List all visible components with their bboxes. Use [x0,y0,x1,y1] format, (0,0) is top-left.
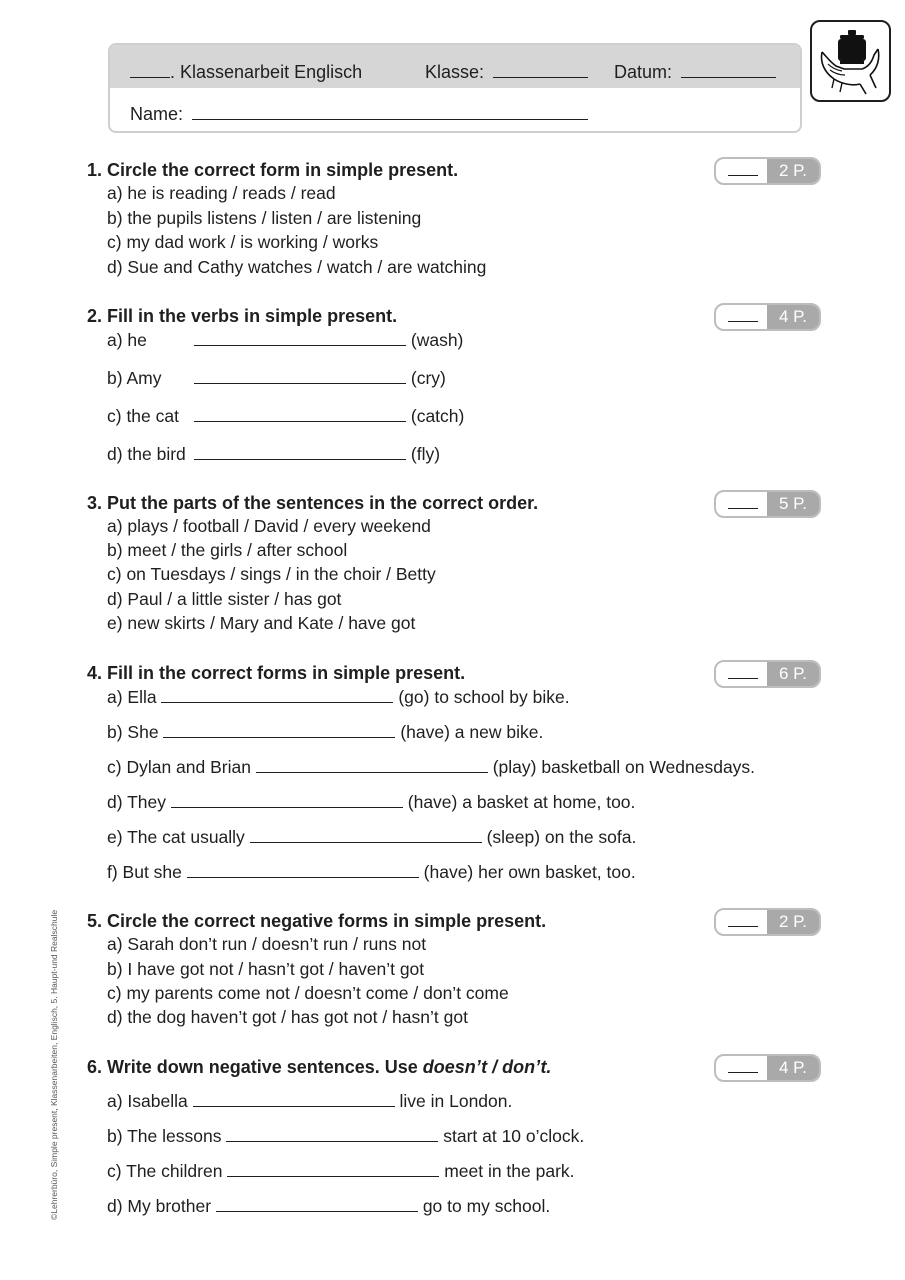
points-box-1 [714,157,821,185]
exercise-5-item[interactable]: d) the dog haven’t got / has got not / hasn’t got [107,1007,468,1027]
score-blank[interactable] [728,678,758,679]
exercise-2-item: c) the cat (catch) [107,406,465,426]
exercise-6-item: a) Isabella live in London. [107,1091,513,1111]
exercise-5-item[interactable]: c) my parents come not / doesn’t come / don’t come [107,983,509,1003]
points-value: 5 P. [767,492,819,516]
class-label: Klasse: [425,62,485,82]
answer-blank[interactable] [216,1195,418,1212]
exam-title: . Klassenarbeit Englisch [170,62,363,82]
score-blank[interactable] [728,508,758,509]
answer-blank[interactable] [163,721,395,738]
header-bar [110,45,800,88]
test-number-blank[interactable] [130,61,170,78]
class-field [425,61,588,83]
exercise-1-item[interactable]: d) Sue and Cathy watches / watch / are watching [107,257,487,277]
exercise-6 [87,1055,585,1216]
answer-blank[interactable] [194,405,406,422]
copyright-side-text: ©Lehrerbüro, Simple present, Klassenarbeiten, Englisch, 5. Haupt-und Realschule [49,909,59,1220]
exercise-4-item: d) They (have) a basket at home, too. [107,792,636,812]
exercise-2-item: a) he (wash) [107,330,464,350]
score-blank[interactable] [728,926,758,927]
answer-blank[interactable] [187,861,419,878]
answer-blank[interactable] [194,367,406,384]
answer-blank[interactable] [250,826,482,843]
exercise-1 [87,158,487,277]
exercise-6-item: d) My brother go to my school. [107,1196,551,1216]
exercise-2-item: d) the bird (fly) [107,444,441,464]
date-blank[interactable] [681,61,776,78]
exercise-3-title: 3. Put the parts of the sentences in the correct order. [87,493,539,513]
exercise-5-title: 5. Circle the correct negative forms in simple present. [87,911,547,931]
exercise-4-item: f) But she (have) her own basket, too. [107,862,636,882]
exercise-5-item[interactable]: b) I have got not / hasn’t got / haven’t got [107,959,425,979]
points-value: 4 P. [767,1056,819,1080]
date-label: Datum: [614,62,673,82]
exercise-3-item: d) Paul / a little sister / has got [107,589,342,609]
points-value: 2 P. [767,910,819,934]
answer-blank[interactable] [193,1090,395,1107]
header-box [108,43,802,133]
answer-blank[interactable] [161,686,393,703]
exercise-1-title: 1. Circle the correct form in simple present. [87,160,459,180]
points-value: 2 P. [767,159,819,183]
exercise-5 [87,909,547,1027]
exercise-2-title: 2. Fill in the verbs in simple present. [87,306,398,326]
exercise-4-item: a) Ella (go) to school by bike. [107,687,570,707]
answer-blank[interactable] [194,329,406,346]
answer-blank[interactable] [194,443,406,460]
answer-blank[interactable] [226,1125,438,1142]
answer-blank[interactable] [256,756,488,773]
name-label: Name: [130,104,184,124]
exercise-2 [87,304,465,464]
exercise-1-item[interactable]: a) he is reading / reads / read [107,183,336,203]
points-box-3 [714,490,821,518]
name-field [130,103,588,125]
answer-blank[interactable] [227,1160,439,1177]
exercise-6-item: c) The children meet in the park. [107,1161,575,1181]
points-value: 4 P. [767,305,819,329]
class-blank[interactable] [493,61,588,78]
exercise-6-title: 6. Write down negative sentences. Use doesn’t / don’t. [87,1057,552,1077]
date-field [614,61,776,83]
score-blank[interactable] [728,175,758,176]
exercise-1-item[interactable]: b) the pupils listens / listen / are listening [107,208,422,228]
points-box-6 [714,1054,821,1082]
points-box-2 [714,303,821,331]
logo [810,20,891,102]
test-number-field [130,61,362,83]
hand-holding-weight-icon [812,22,889,100]
points-value: 6 P. [767,662,819,686]
score-blank[interactable] [728,321,758,322]
name-blank[interactable] [192,103,588,120]
exercise-2-item: b) Amy (cry) [107,368,446,388]
exercise-5-item[interactable]: a) Sarah don’t run / doesn’t run / runs not [107,934,427,954]
points-box-5 [714,908,821,936]
exercise-3-item: b) meet / the girls / after school [107,540,348,560]
exercise-4-item: b) She (have) a new bike. [107,722,544,742]
exercise-4-item: e) The cat usually (sleep) on the sofa. [107,827,637,847]
exercise-1-item[interactable]: c) my dad work / is working / works [107,232,379,252]
exercise-4-item: c) Dylan and Brian (play) basketball on Wednesdays. [107,757,756,777]
exercise-3 [87,491,539,633]
exercise-6-item: b) The lessons start at 10 o’clock. [107,1126,585,1146]
answer-blank[interactable] [171,791,403,808]
score-blank[interactable] [728,1072,758,1073]
exercise-3-item: a) plays / football / David / every weekend [107,516,431,536]
exercise-3-item: e) new skirts / Mary and Kate / have got [107,613,416,633]
exercise-4 [87,661,756,882]
exercise-3-item: c) on Tuesdays / sings / in the choir / Betty [107,564,436,584]
exercise-4-title: 4. Fill in the correct forms in simple present. [87,663,466,683]
points-box-4 [714,660,821,688]
